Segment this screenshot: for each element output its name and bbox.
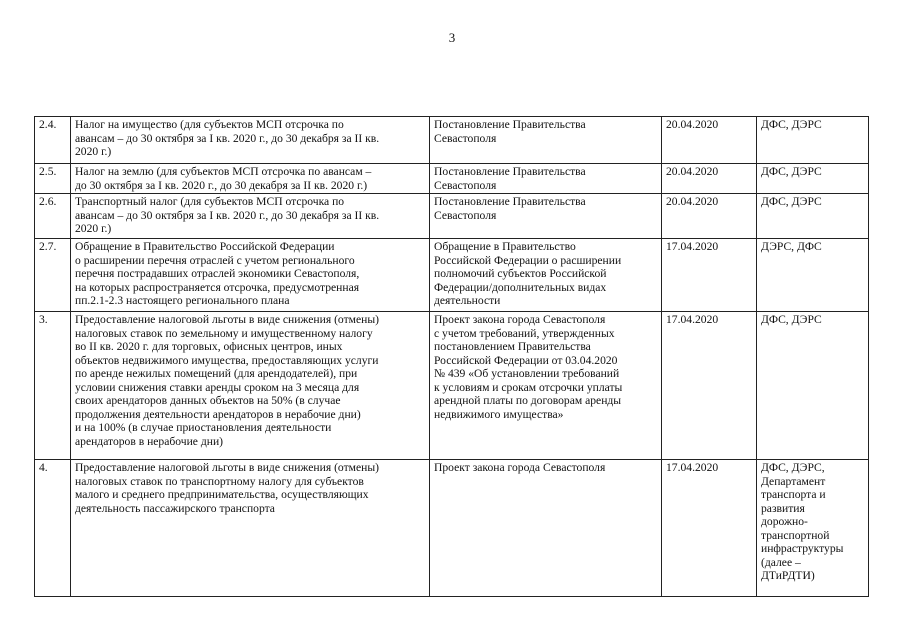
- date-cell: 20.04.2020: [662, 117, 757, 164]
- document-cell: Постановление Правительства Севастополя: [430, 194, 662, 239]
- measure-cell: Обращение в Правительство Российской Федерации о расширении перечня отраслей с учетом регионального перечня пострадавших отраслей экономики Севастополя, на которых распространяется отсрочка, предусмотренная пп.2.1-2.3 настоящего регионального плана: [71, 239, 430, 312]
- measure-cell: Налог на землю (для субъектов МСП отсрочка по авансам – до 30 октября за I кв. 2020 г., до 30 декабря за II кв. 2020 г.): [71, 164, 430, 194]
- document-cell: Обращение в Правительство Российской Федерации о расширении полномочий субъектов Российской Федерации/дополнительных видах деятельности: [430, 239, 662, 312]
- responsible-cell: ДФС, ДЭРС, Департамент транспорта и развития дорожно- транспортной инфраструктуры (далее – ДТиРДТИ): [757, 460, 869, 597]
- table-row: [35, 194, 869, 239]
- row-number-cell: 2.4.: [35, 117, 71, 164]
- table-row: [35, 117, 869, 164]
- date-cell: 20.04.2020: [662, 194, 757, 239]
- table-row: [35, 312, 869, 460]
- measure-cell: Налог на имущество (для субъектов МСП отсрочка по авансам – до 30 октября за I кв. 2020 г., до 30 декабря за II кв. 2020 г.): [71, 117, 430, 164]
- row-number-cell: 3.: [35, 312, 71, 460]
- measures-table: [34, 116, 869, 597]
- date-cell: 17.04.2020: [662, 460, 757, 597]
- document-cell: Постановление Правительства Севастополя: [430, 117, 662, 164]
- measure-cell: Предоставление налоговой льготы в виде снижения (отмены) налоговых ставок по земельному и имущественному налогу во II кв. 2020 г. для торговых, офисных центров, иных объектов недвижимого имущества, предоставляющих услуги по аренде нежилых помещений (для арендодателей), при условии снижения ставки аренды сроком на 3 месяца для своих арендаторов данных объектов на 50% (в случае продолжения деятельности арендаторов в нерабочие дни) и на 100% (в случае приостановления деятельности арендаторов в нерабочие дни): [71, 312, 430, 460]
- responsible-cell: ДФС, ДЭРС: [757, 117, 869, 164]
- date-cell: 20.04.2020: [662, 164, 757, 194]
- date-cell: 17.04.2020: [662, 312, 757, 460]
- document-cell: Проект закона города Севастополя с учетом требований, утвержденных постановлением Правительства Российской Федерации от 03.04.2020 № 439 «Об установлении требований к условиям и срокам отсрочки уплаты арендной платы по договорам аренды недвижимого имущества»: [430, 312, 662, 460]
- responsible-cell: ДЭРС, ДФС: [757, 239, 869, 312]
- date-cell: 17.04.2020: [662, 239, 757, 312]
- row-number-cell: 2.5.: [35, 164, 71, 194]
- measure-cell: Предоставление налоговой льготы в виде снижения (отмены) налоговых ставок по транспортному налогу для субъектов малого и среднего предпринимательства, осуществляющих деятельность пассажирского транспорта: [71, 460, 430, 597]
- document-cell: Постановление Правительства Севастополя: [430, 164, 662, 194]
- page-number: 3: [448, 30, 456, 45]
- row-number-cell: 2.7.: [35, 239, 71, 312]
- measure-cell: Транспортный налог (для субъектов МСП отсрочка по авансам – до 30 октября за I кв. 2020 г., до 30 декабря за II кв. 2020 г.): [71, 194, 430, 239]
- responsible-cell: ДФС, ДЭРС: [757, 194, 869, 239]
- table-row: [35, 239, 869, 312]
- row-number-cell: 4.: [35, 460, 71, 597]
- responsible-cell: ДФС, ДЭРС: [757, 312, 869, 460]
- table-row: [35, 164, 869, 194]
- table-row: [35, 460, 869, 597]
- row-number-cell: 2.6.: [35, 194, 71, 239]
- document-cell: Проект закона города Севастополя: [430, 460, 662, 597]
- responsible-cell: ДФС, ДЭРС: [757, 164, 869, 194]
